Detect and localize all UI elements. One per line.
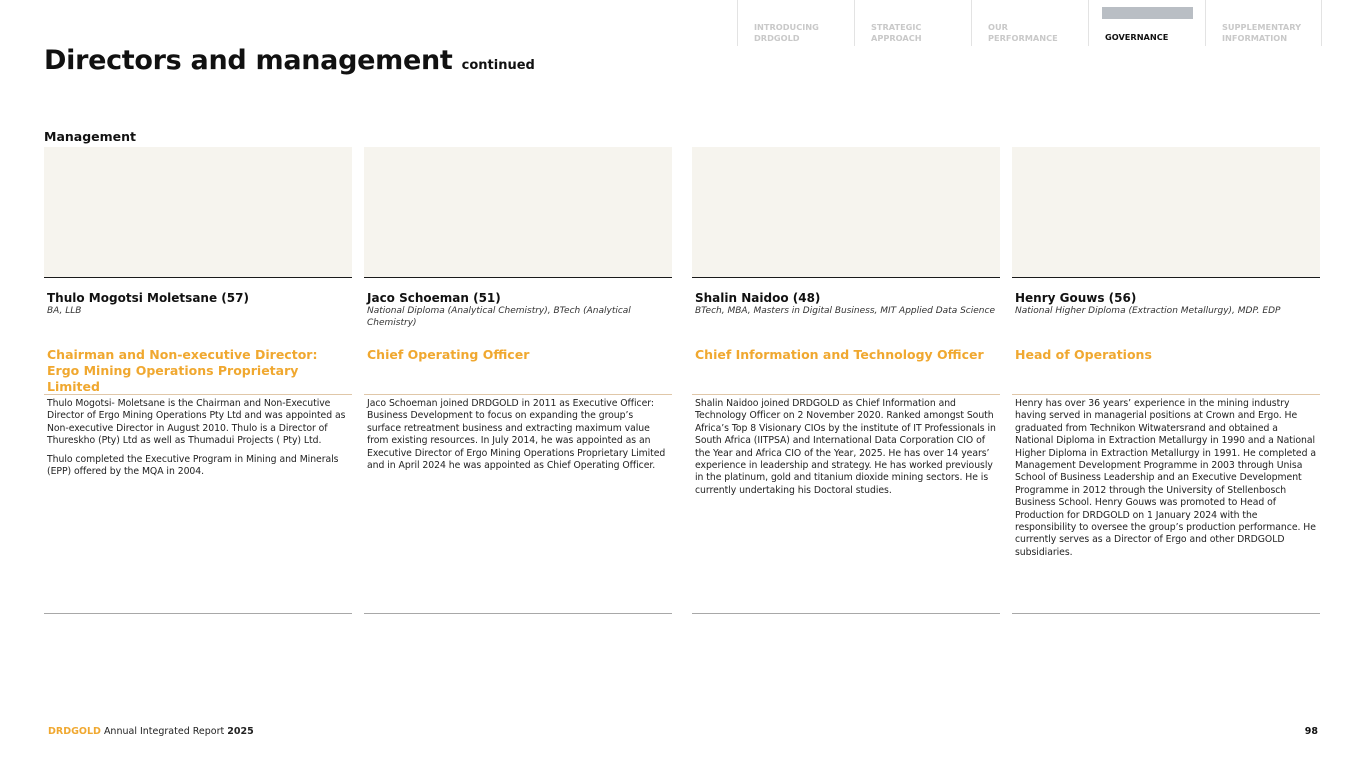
person-bio: [364, 395, 672, 614]
page-number: 98: [1304, 726, 1318, 737]
person-role: Chairman and Non-executive Director: Ergo Mining Operations Proprietary Limited: [47, 347, 318, 394]
person-bio: [1012, 395, 1320, 614]
person-qualifications: BA, LLB: [47, 306, 82, 316]
nav-tab-label-line2: PERFORMANCE: [988, 33, 1058, 43]
nav-tab-our-performance[interactable]: [971, 0, 1088, 46]
person-role: Chief Information and Technology Officer: [695, 347, 984, 362]
footer-year: 2025: [227, 726, 254, 737]
active-tab-indicator: [1102, 7, 1193, 19]
bio-paragraph: Henry has over 36 years’ experience in the mining industry having served in managerial positions at Crown and Ergo. He graduated from Technikon Witwatersrand and obtained a National Diploma in Extraction Metallurgy in 1990 and a National Higher Diploma in Extraction Metallurgy in 1991. He completed a Management Development Programme in 2003 through Unisa School of Business Leadership and an Executive Development Programme in 2012 through the University of Stellenbosch Business School. Henry Gouws was promoted to Head of Production for DRDGOLD on 1 January 2024 with the responsibility to oversee the group’s production performance. He currently serves as a Director of Ergo and other DRDGOLD subsidiaries.: [1015, 398, 1316, 558]
nav-tab-strategic-approach[interactable]: [854, 0, 971, 46]
person-photo: [1012, 147, 1320, 278]
person-bio: [692, 395, 1000, 614]
person-name: Jaco Schoeman (51): [367, 291, 501, 305]
nav-tab-label-line1: GOVERNANCE: [1105, 32, 1169, 42]
person-card: [1012, 147, 1320, 614]
footer: [48, 726, 254, 737]
nav-tab-label-line1: STRATEGIC: [871, 22, 922, 32]
nav-tab-governance[interactable]: [1088, 0, 1205, 46]
person-header: [44, 291, 352, 395]
nav-tab-label-line1: INTRODUCING: [754, 22, 819, 32]
person-photo: [692, 147, 1000, 278]
person-bio: [44, 395, 352, 614]
person-header: [364, 291, 672, 395]
nav-tab-introducing-drdgold[interactable]: [737, 0, 854, 46]
person-card: [44, 147, 352, 614]
person-photo: [364, 147, 672, 278]
person-role: Head of Operations: [1015, 347, 1152, 362]
person-header: [1012, 291, 1320, 395]
person-qualifications: BTech, MBA, Masters in Digital Business, MIT Applied Data Science: [695, 306, 995, 316]
bio-paragraph: Thulo Mogotsi- Moletsane is the Chairman and Non-Executive Director of Ergo Mining Operations Pty Ltd and was appointed as Non-executive Director in August 2010. Thulo is a Director of Thureskho (Pty) Ltd as well as Thumadui Projects ( Pty) Ltd.: [47, 398, 346, 447]
page-title-text: Directors and management: [44, 45, 453, 76]
person-card: [364, 147, 672, 614]
person-role: Chief Operating Officer: [367, 347, 530, 362]
person-name: Henry Gouws (56): [1015, 291, 1137, 305]
nav-tab-label-line2: DRDGOLD: [754, 33, 800, 43]
person-qualifications: National Higher Diploma (Extraction Metallurgy), MDP. EDP: [1015, 306, 1281, 316]
footer-brand: DRDGOLD: [48, 726, 101, 737]
section-navigation: [737, 0, 1322, 46]
section-heading: Management: [44, 129, 137, 144]
page-title-suffix: continued: [461, 58, 535, 73]
person-card: [692, 147, 1000, 614]
bio-paragraph: Shalin Naidoo joined DRDGOLD as Chief Information and Technology Officer on 2 November 2020. Ranked amongst South Africa’s Top 8 Visionary CIOs by the institute of IT Professionals in South Africa (IITPSA) and International Data Corporation CIO of the Year and Africa CIO of the Year, 2025. He has over 14 years’ experience in leadership and strategy. He has worked previously in the platinum, gold and titanium dioxide mining sectors. He is currently undertaking his Doctoral studies.: [695, 398, 996, 496]
nav-tab-label-line2: APPROACH: [871, 33, 922, 43]
person-name: Thulo Mogotsi Moletsane (57): [47, 291, 249, 305]
person-name: Shalin Naidoo (48): [695, 291, 821, 305]
person-header: [692, 291, 1000, 395]
nav-tab-label-line2: INFORMATION: [1222, 33, 1288, 43]
person-qualifications: National Diploma (Analytical Chemistry), BTech (Analytical Chemistry): [367, 306, 631, 328]
nav-tab-label-line1: SUPPLEMENTARY: [1222, 22, 1302, 32]
nav-tab-supplementary-information[interactable]: [1205, 0, 1322, 46]
person-photo: [44, 147, 352, 278]
nav-tab-label-line1: OUR: [988, 22, 1008, 32]
footer-report-name: Annual Integrated Report: [103, 726, 225, 737]
bio-paragraph: Thulo completed the Executive Program in Mining and Minerals (EPP) offered by the MQA in 2004.: [47, 453, 339, 478]
page-title: [44, 45, 535, 76]
bio-paragraph: Jaco Schoeman joined DRDGOLD in 2011 as Executive Officer: Business Development to focus on expanding the group’s surface retreatment business and extracting maximum value from existing resources. In July 2014, he was appointed as an Executive Director of Ergo Mining Operations Proprietary Limited and in April 2024 he was appointed as Chief Operating Officer.: [367, 398, 666, 472]
